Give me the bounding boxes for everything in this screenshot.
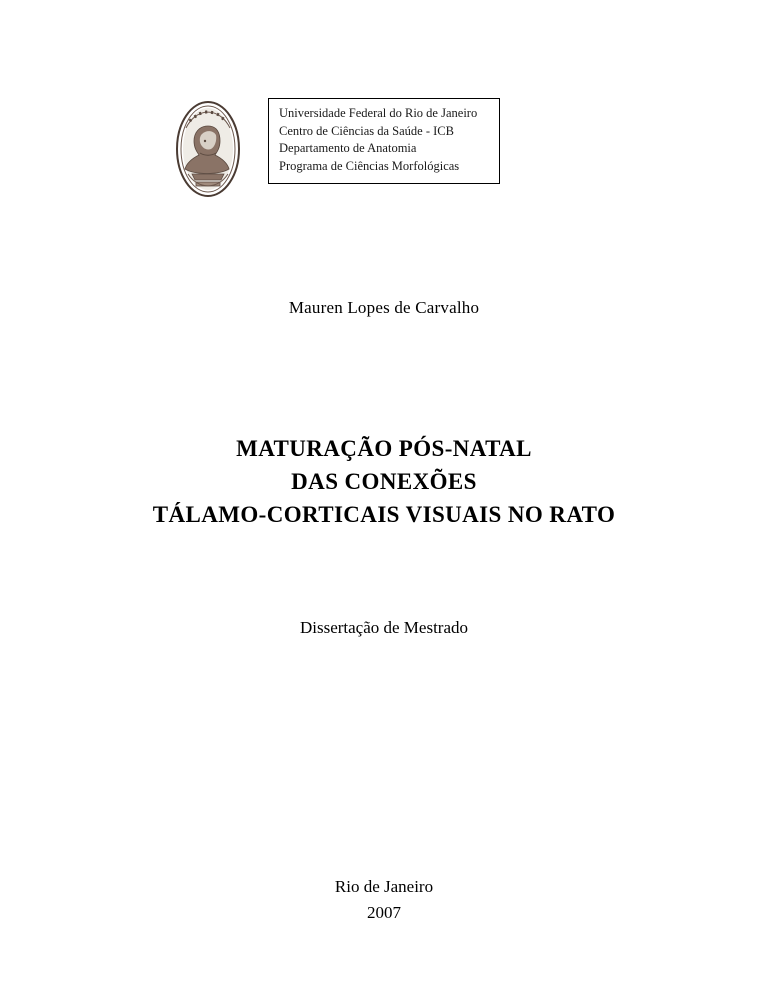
document-header — [172, 98, 500, 200]
institution-line-department: Departamento de Anatomia — [279, 141, 417, 155]
title-line-1: MATURAÇÃO PÓS-NATAL — [236, 436, 532, 461]
author-name: Mauren Lopes de Carvalho — [288, 298, 480, 317]
city-label: Rio de Janeiro — [334, 877, 434, 896]
year-label: 2007 — [367, 903, 401, 922]
institution-line-university: Universidade Federal do Rio de Janeiro — [279, 106, 478, 120]
institution-line-center: Centro de Ciências da Saúde - ICB — [279, 123, 454, 138]
university-seal-emblem — [172, 98, 244, 200]
title-line-3: TÁLAMO-CORTICAIS VISUAIS NO RATO — [152, 502, 616, 527]
institution-line-program: Programa de Ciências Morfológicas — [279, 158, 460, 173]
document-footer — [0, 874, 768, 926]
document-title — [0, 432, 768, 531]
work-type-label: Dissertação de Mestrado — [299, 618, 469, 637]
institution-box — [268, 98, 500, 184]
title-line-2: DAS CONEXÕES — [291, 469, 477, 494]
